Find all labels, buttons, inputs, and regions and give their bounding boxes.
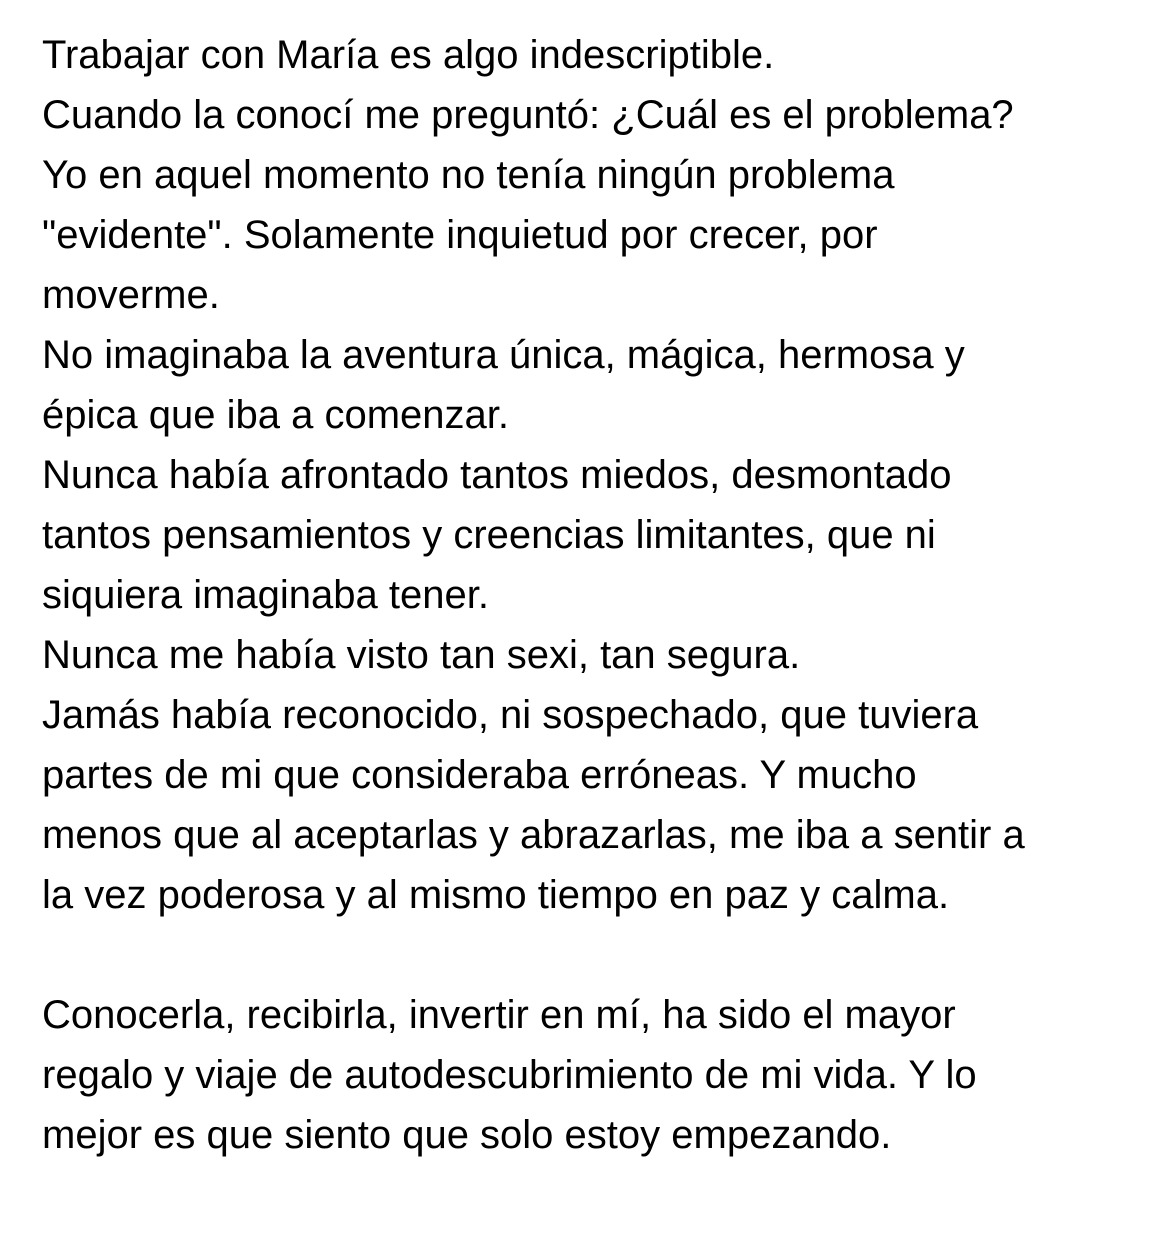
text-line: Cuando la conocí me preguntó: ¿Cuál es el problema?: [42, 93, 1014, 137]
text-line: partes de mi que consideraba erróneas. Y mucho: [42, 753, 917, 797]
text-line: Trabajar con María es algo indescriptible.: [42, 33, 775, 77]
text-line: siquiera imaginaba tener.: [42, 573, 489, 617]
text-line: Nunca me había visto tan sexi, tan segura.: [42, 633, 801, 677]
text-line: tantos pensamientos y creencias limitantes, que ni: [42, 513, 936, 557]
text-line: regalo y viaje de autodescubrimiento de mi vida. Y lo: [42, 1053, 977, 1097]
text-line: Yo en aquel momento no tenía ningún problema: [42, 153, 895, 197]
text-line: No imaginaba la aventura única, mágica, hermosa y: [42, 333, 965, 377]
text-line: Jamás había reconocido, ni sospechado, que tuviera: [42, 693, 979, 737]
text-line: menos que al aceptarlas y abrazarlas, me iba a sentir a: [42, 813, 1025, 857]
text-line: la vez poderosa y al mismo tiempo en paz y calma.: [42, 873, 950, 917]
text-line: mejor es que siento que solo estoy empezando.: [42, 1113, 892, 1157]
text-line: Nunca había afrontado tantos miedos, desmontado: [42, 453, 952, 497]
paragraph-break: [42, 925, 1132, 985]
text-line: "evidente". Solamente inquietud por crecer, por: [42, 213, 878, 257]
text-line: Conocerla, recibirla, invertir en mí, ha sido el mayor: [42, 993, 956, 1037]
testimonial-text: [42, 25, 1132, 1165]
text-line: moverme.: [42, 273, 220, 317]
text-line: épica que iba a comenzar.: [42, 393, 509, 437]
